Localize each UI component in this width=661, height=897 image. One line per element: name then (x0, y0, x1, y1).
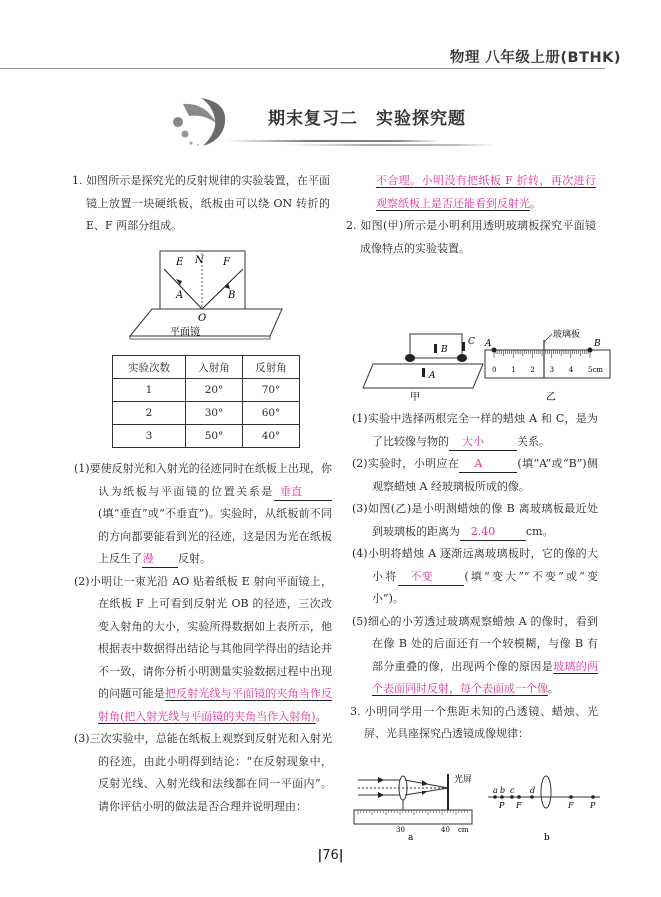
q1-sub2-answer: 把反射光线与平面镜的夹角当作反射角(把入射光线与平面镜的夹角当作入射角) (98, 687, 333, 723)
q1-sub2 (74, 571, 332, 729)
axis-point-label: P (590, 801, 596, 810)
axis-point (591, 795, 595, 799)
q1-sub2-end: 。 (315, 709, 327, 723)
figure-b-label: b (544, 833, 550, 843)
ruler-tick-label: 3 (549, 366, 555, 374)
q2-sub2-end: (填“A”或“B”)侧观察蜡烛 A 经玻璃板所成的像。 (372, 457, 598, 493)
q2-subquestions (352, 408, 598, 746)
axis-point (530, 795, 534, 799)
q2-sub4-text: (4)小明将蜡烛 A 逐渐远离玻璃板时，它的像的大小将 (352, 547, 598, 583)
q2-sub1-text: (1)实验中选择两根完全一样的蜡烛 A 和 C，是为了比较像与物的 (352, 412, 598, 448)
ruler-tick-label: 0 (492, 366, 497, 374)
q1-sub1-text: (1)要使反射光和入射光的径迹同时在纸板上出现，你认为纸板与平面镜的位置关系是 (74, 462, 332, 498)
q2-sub5 (352, 611, 598, 701)
page-number: |76| (317, 848, 344, 863)
left-column (72, 170, 330, 238)
table-row (113, 425, 300, 448)
header-divider (0, 68, 605, 69)
table-cell: 30° (186, 402, 243, 425)
q1-sub1 (74, 458, 332, 571)
q1-stem-text: 如图所示是探究光的反射规律的实验装置，在平面镜上放置一块硬纸板，纸板由可以绕 ON 转折的 E、F 两部分组成。 (86, 174, 331, 232)
axis-point-label: P (499, 801, 505, 810)
q2-stem-text: 如图(甲)所示是小明利用透明玻璃板探究平面镜成像特点的实验装置。 (360, 219, 596, 255)
q1-sub3-continued (346, 170, 596, 215)
page-header (0, 40, 661, 70)
optical-axis-points (493, 786, 596, 810)
table-header: 实验次数 (113, 356, 186, 379)
table-row (113, 379, 300, 402)
section-title: 期末复习二 实验探究题 (268, 109, 466, 129)
ruler-A-label: A (485, 339, 492, 349)
q1-sub3-text: (3)三次实验中，总能在纸板上观察到反射光和入射光的径迹，由此小明得到结论：“在反射现象中，反射光线、入射光线和法线都在同一平面内”。请你评估小明的做法是否合理并说明理由： (74, 732, 332, 813)
axis-point-label: F (568, 801, 574, 810)
q2-sub1-answer: 大小 (449, 434, 517, 451)
table-header: 反射角 (243, 356, 300, 379)
q1-sub1-text-2: (填“垂直”或“不垂直”)。实验时，从纸板前不同的方向都要能看到光的径迹，这是因为光在纸板上反生了 (98, 507, 332, 565)
ruler-tick-label: 2 (530, 366, 535, 374)
axis-point (517, 795, 521, 799)
axis-point (493, 795, 497, 799)
q2-sub2-text: (2)实验时，小明应在 (352, 457, 460, 470)
q2-sub4-answer: 不变 (398, 569, 464, 586)
mirror-label: 平面镜 (170, 327, 200, 338)
q1-sub2-text: (2)小明让一束光沿 AO 贴着纸板 E 射向平面镜上，在纸板 F 上可看到反射光 OB 的径迹，三次改变入射角的大小，实验所得数据如上表所示，他根据表中数据得出结论与其他同学得出的结论并不一致，请你分析小明测量实验数据过程中出现的问题可能是 (74, 574, 332, 700)
ruler-tick-label: 1 (511, 366, 516, 374)
q1-sub3 (74, 728, 332, 813)
banner-logo-icon (165, 92, 235, 152)
table-cell: 1 (113, 379, 186, 402)
screen-label: 光屏 (454, 775, 473, 785)
q1-subquestions (74, 458, 333, 813)
axis-point-label: c (510, 786, 515, 795)
q2-sub3-end: cm。 (526, 524, 554, 538)
banner-divider (225, 140, 440, 142)
q2-sub4 (352, 543, 598, 611)
table-row (113, 402, 300, 425)
q2-sub2 (352, 453, 598, 498)
table-cell: 3 (113, 425, 186, 448)
q2-sub5-answer: 玻璃的两个表面同时反射，每个表面成一个像 (372, 659, 599, 695)
q2-sub1-end: 关系。 (517, 434, 550, 448)
label-O: O (198, 313, 207, 324)
figure-yi-label: 乙 (546, 392, 556, 403)
table-cell: 2 (113, 402, 186, 425)
candle-C-label: C (468, 337, 475, 347)
bench-unit-label: cm (458, 826, 469, 834)
table-cell: 70° (243, 379, 300, 402)
label-N: N (195, 255, 204, 266)
q1-sub3-answer: 不合理。小明没有把纸板 F 折转，再次进行观察纸板上是否还能看到反射光 (376, 174, 596, 210)
q1-data-table (112, 355, 300, 448)
q2-sub3 (352, 498, 598, 543)
axis-point (500, 795, 504, 799)
label-E: E (176, 257, 184, 268)
ruler-B-label: B (594, 339, 601, 349)
q2-sub3-text: (3)如图(乙)是小明测蜡烛的像 B 离玻璃板最近处到玻璃板的距离为 (352, 502, 598, 538)
table-header: 入射角 (186, 356, 243, 379)
q2-stem (346, 215, 596, 260)
q2-sub3-answer: 2.40 (460, 524, 526, 541)
axis-point-label: a (493, 786, 498, 795)
q3-stem (352, 701, 598, 746)
banner-divider-2 (285, 144, 495, 146)
q1-stem (72, 170, 330, 238)
q2-number: 2. (346, 219, 357, 232)
axis-point-label: d (530, 786, 536, 795)
label-F: F (223, 257, 230, 268)
figure-jia-label: 甲 (410, 392, 420, 403)
ruler-tick-label: 4 (568, 366, 574, 374)
q1-sub1-answer-2: 漫 (142, 551, 178, 568)
table-cell: 60° (243, 402, 300, 425)
figure-a-label: a (408, 833, 414, 843)
table-cell: 40° (243, 425, 300, 448)
q1-sub3-end: 。 (530, 196, 541, 210)
q1-number: 1. (72, 174, 83, 187)
glass-plate-label: 玻璃板 (553, 330, 581, 340)
candle-A-label: A (429, 371, 436, 381)
axis-point-label: F (516, 801, 522, 810)
table-cell: 20° (186, 379, 243, 402)
table-cell: 50° (186, 425, 243, 448)
right-column (346, 170, 596, 260)
q3-stem-text: 小明同学用一个焦距未知的凸透镜、蜡烛、光屏、光具座探究凸透镜成像规律： (364, 704, 599, 740)
reflection-apparatus-figure (120, 243, 290, 348)
plane-mirror-figure (358, 328, 623, 403)
q2-sub5-end: 。 (548, 682, 559, 695)
axis-point (510, 795, 514, 799)
q2-sub5-text: (5)细心的小芳透过玻璃观察蜡烛 A 的像时，看到在像 B 处的后面还有一个较模糊，与像 B 有部分重叠的像，出现两个像的原因是 (352, 614, 598, 673)
page-number-text: 76 (322, 848, 339, 863)
book-title: 物理 八年级上册(BTHK) (449, 50, 621, 66)
q2-sub4-end: (填“变大”“不变”或“变小”)。 (372, 569, 598, 605)
q3-number: 3. (350, 704, 361, 718)
axis-point-label: b (500, 786, 506, 795)
section-banner (165, 92, 505, 152)
ruler-tick-label: 5cm (588, 366, 604, 374)
candle-B-label: B (441, 345, 448, 355)
axis-point (569, 795, 573, 799)
label-B: B (228, 290, 236, 301)
label-A: A (176, 290, 184, 301)
q2-sub2-answer: A (459, 456, 517, 473)
bench-40-label: 40 (441, 826, 450, 834)
convex-lens-figure (348, 768, 613, 843)
bench-30-label: 30 (396, 826, 405, 834)
table-header-row (113, 356, 300, 379)
q1-sub1-text-3: 反射。 (178, 552, 211, 565)
q2-sub1 (352, 408, 598, 453)
q1-sub1-answer-1: 垂直 (274, 484, 332, 501)
